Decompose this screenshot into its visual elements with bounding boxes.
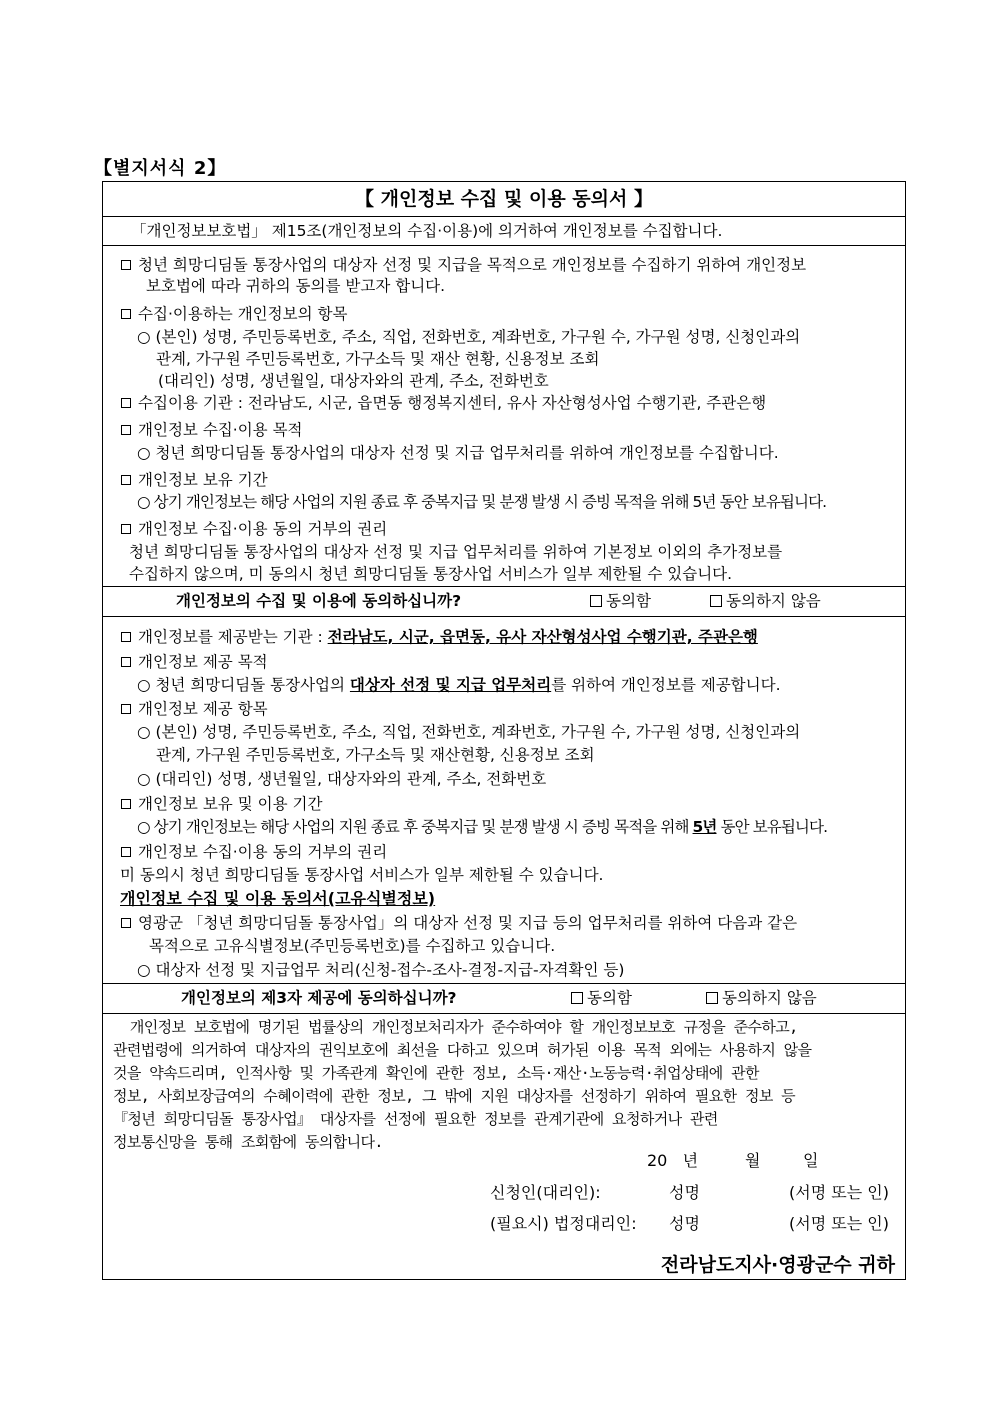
applicant-name-field[interactable]: 성명 — [669, 1183, 700, 1202]
unique-id-purpose: ○ 대상자 선정 및 지급업무 처리(신청-접수-조사-결정-지급-자격확인 등) — [137, 961, 625, 979]
guardian-signature-field[interactable]: (서명 또는 인) — [789, 1214, 889, 1233]
form-number: 【별지서식 2】 — [94, 158, 227, 179]
divider — [103, 616, 905, 617]
checkbox-icon[interactable] — [710, 595, 722, 607]
unique-id-body: 영광군 「청년 희망디딤돌 통장사업」의 대상자 선정 및 지급 등의 업무처리를 위하여 다음과 같은 — [121, 913, 797, 933]
checkbox-icon[interactable] — [590, 595, 602, 607]
refusal-body-cont: 수집하지 않으며, 미 동의시 청년 희망디딤돌 통장사업 서비스가 일부 제한될 수 있습니다. — [129, 565, 733, 583]
consent-question-collection — [103, 587, 905, 615]
date-day[interactable]: 일 — [803, 1151, 819, 1170]
provision-refusal-body: 미 동의시 청년 희망디딤돌 통장사업 서비스가 일부 제한될 수 있습니다. — [120, 866, 604, 884]
applicant-label: 신청인(대리인): — [490, 1183, 601, 1202]
addressee: 전라남도지사·영광군수 귀하 — [660, 1254, 895, 1276]
checkbox-bullet-icon — [121, 309, 131, 319]
provision-purpose-body: ○ 청년 희망디딤돌 통장사업의 대상자 선정 및 지급 업무처리를 위하여 개인정보를 제공합니다. — [137, 676, 781, 694]
provision-items-agent: ○ (대리인) 성명, 생년월일, 대상자와의 관계, 주소, 전화번호 — [137, 770, 547, 788]
checkbox-bullet-icon — [121, 704, 131, 714]
divider — [103, 1013, 905, 1014]
provision-purpose-heading: 개인정보 제공 목적 — [121, 652, 268, 672]
consent-form — [102, 181, 906, 1280]
applicant-signature-field[interactable]: (서명 또는 인) — [789, 1183, 889, 1202]
recipient-value: 전라남도, 시군, 읍면동, 유사 자산형성사업 수행기관, 주관은행 — [327, 628, 758, 646]
retention-heading: 개인정보 보유 기간 — [121, 470, 268, 490]
question-text: 개인정보의 제3자 제공에 동의하십니까? — [181, 989, 457, 1007]
items-agent: (대리인) 성명, 생년월일, 대상자와의 관계, 주소, 전화번호 — [158, 372, 549, 390]
collecting-agency: 수집이용 기관 : 전라남도, 시군, 읍면동 행정복지센터, 유사 자산형성사업 수행기관, 주관은행 — [121, 393, 766, 413]
provision-items-heading: 개인정보 제공 항목 — [121, 699, 268, 719]
guardian-label: (필요시) 법정대리인: — [490, 1214, 637, 1233]
items-heading: 수집·이용하는 개인정보의 항목 — [121, 304, 347, 324]
provision-items-self-cont: 관계, 가구원 주민등록번호, 가구소득 및 재산현황, 신용정보 조회 — [156, 746, 595, 764]
date-year[interactable]: 20 년 — [647, 1151, 699, 1170]
refusal-body: 청년 희망디딤돌 통장사업의 대상자 선정 및 지급 업무처리를 위하여 기본정보 이외의 추가정보를 — [129, 543, 783, 561]
guardian-name-field[interactable]: 성명 — [669, 1214, 700, 1233]
checkbox-bullet-icon — [121, 632, 131, 642]
checkbox-bullet-icon — [121, 918, 131, 928]
purpose-body: ○ 청년 희망디딤돌 통장사업의 대상자 선정 및 지급 업무처리를 위하여 개인정보를 수집합니다. — [137, 444, 779, 462]
form-title: 【 개인정보 수집 및 이용 동의서 】 — [355, 188, 653, 210]
checkbox-bullet-icon — [121, 425, 131, 435]
checkbox-bullet-icon — [121, 260, 131, 270]
question-text: 개인정보의 수집 및 이용에 동의하십니까? — [176, 592, 462, 610]
checkbox-bullet-icon — [121, 524, 131, 534]
checkbox-icon[interactable] — [706, 992, 718, 1004]
refusal-heading: 개인정보 수집·이용 동의 거부의 권리 — [121, 519, 387, 539]
checkbox-bullet-icon — [121, 398, 131, 408]
unique-id-title: 개인정보 수집 및 이용 동의서(고유식별정보) — [120, 889, 436, 908]
declaration-paragraph: 개인정보 보호법에 명기된 법률상의 개인정보처리자가 준수하여야 할 개인정보보호 규정을 준수하고, 관련법령에 의거하여 대상자의 권익보호에 최선을 다하고 있으며 허가된 이용 목적 외에는 사용하지 않을 것을 약속드리며, 인적사항 및 가족관계 확인에 관한 정보, 소득·재산·노동능력·취업상태에 관한 정보, 사회보장급여의 수혜이력에 관한 정보, 그 밖에 지원 대상자를 선정하기 위하여 필요한 정보 등 『청년 희망디딤돌 통장사업』 대상자를 선정에 필요한 정보를 관계기관에 요청하거나 관련 정보통신망을 통해 조회함에 동의합니다. — [113, 1018, 812, 1151]
consent-question-third-party — [103, 984, 905, 1012]
disagree-option[interactable]: 동의하지 않음 — [706, 984, 817, 1012]
checkbox-bullet-icon — [121, 657, 131, 667]
checkbox-bullet-icon — [121, 475, 131, 485]
items-self-cont: 관계, 가구원 주민등록번호, 가구소득 및 재산 현황, 신용정보 조회 — [156, 350, 600, 368]
disagree-option[interactable]: 동의하지 않음 — [710, 587, 821, 615]
items-self: ○ (본인) 성명, 주민등록번호, 주소, 직업, 전화번호, 계좌번호, 가구원 수, 가구원 성명, 신청인과의 — [137, 328, 801, 346]
checkbox-icon[interactable] — [571, 992, 583, 1004]
provision-items-self: ○ (본인) 성명, 주민등록번호, 주소, 직업, 전화번호, 계좌번호, 가구원 수, 가구원 성명, 신청인과의 — [137, 723, 801, 741]
unique-id-body-cont: 목적으로 고유식별정보(주민등록번호)를 수집하고 있습니다. — [149, 937, 556, 955]
agree-option[interactable]: 동의함 — [571, 984, 632, 1012]
recipient-line: 개인정보를 제공받는 기관 : 전라남도, 시군, 읍면동, 유사 자산형성사업 수행기관, 주관은행 — [121, 627, 758, 647]
provision-refusal-heading: 개인정보 수집·이용 동의 거부의 권리 — [121, 842, 387, 862]
agree-option[interactable]: 동의함 — [590, 587, 651, 615]
legal-basis: 「개인정보보호법」 제15조(개인정보의 수집·이용)에 의거하여 개인정보를 수집합니다. — [131, 222, 723, 240]
purpose-paragraph-cont: 보호법에 따라 귀하의 동의를 받고자 합니다. — [146, 277, 446, 295]
purpose-heading: 개인정보 수집·이용 목적 — [121, 420, 303, 440]
purpose-paragraph: 청년 희망디딤돌 통장사업의 대상자 선정 및 지급을 목적으로 개인정보를 수집하기 위하여 개인정보 — [121, 255, 806, 275]
checkbox-bullet-icon — [121, 847, 131, 857]
retention-body: ○ 상기 개인정보는 해당 사업의 지원 종료 후 중복지급 및 분쟁 발생 시 증빙 목적을 위해 5년 동안 보유됩니다. — [137, 493, 827, 511]
period-body: ○ 상기 개인정보는 해당 사업의 지원 종료 후 중복지급 및 분쟁 발생 시 증빙 목적을 위해 5년 동안 보유됩니다. — [137, 818, 828, 836]
divider — [103, 245, 905, 246]
date-month[interactable]: 월 — [745, 1151, 761, 1170]
checkbox-bullet-icon — [121, 799, 131, 809]
period-heading: 개인정보 보유 및 이용 기간 — [121, 794, 322, 814]
